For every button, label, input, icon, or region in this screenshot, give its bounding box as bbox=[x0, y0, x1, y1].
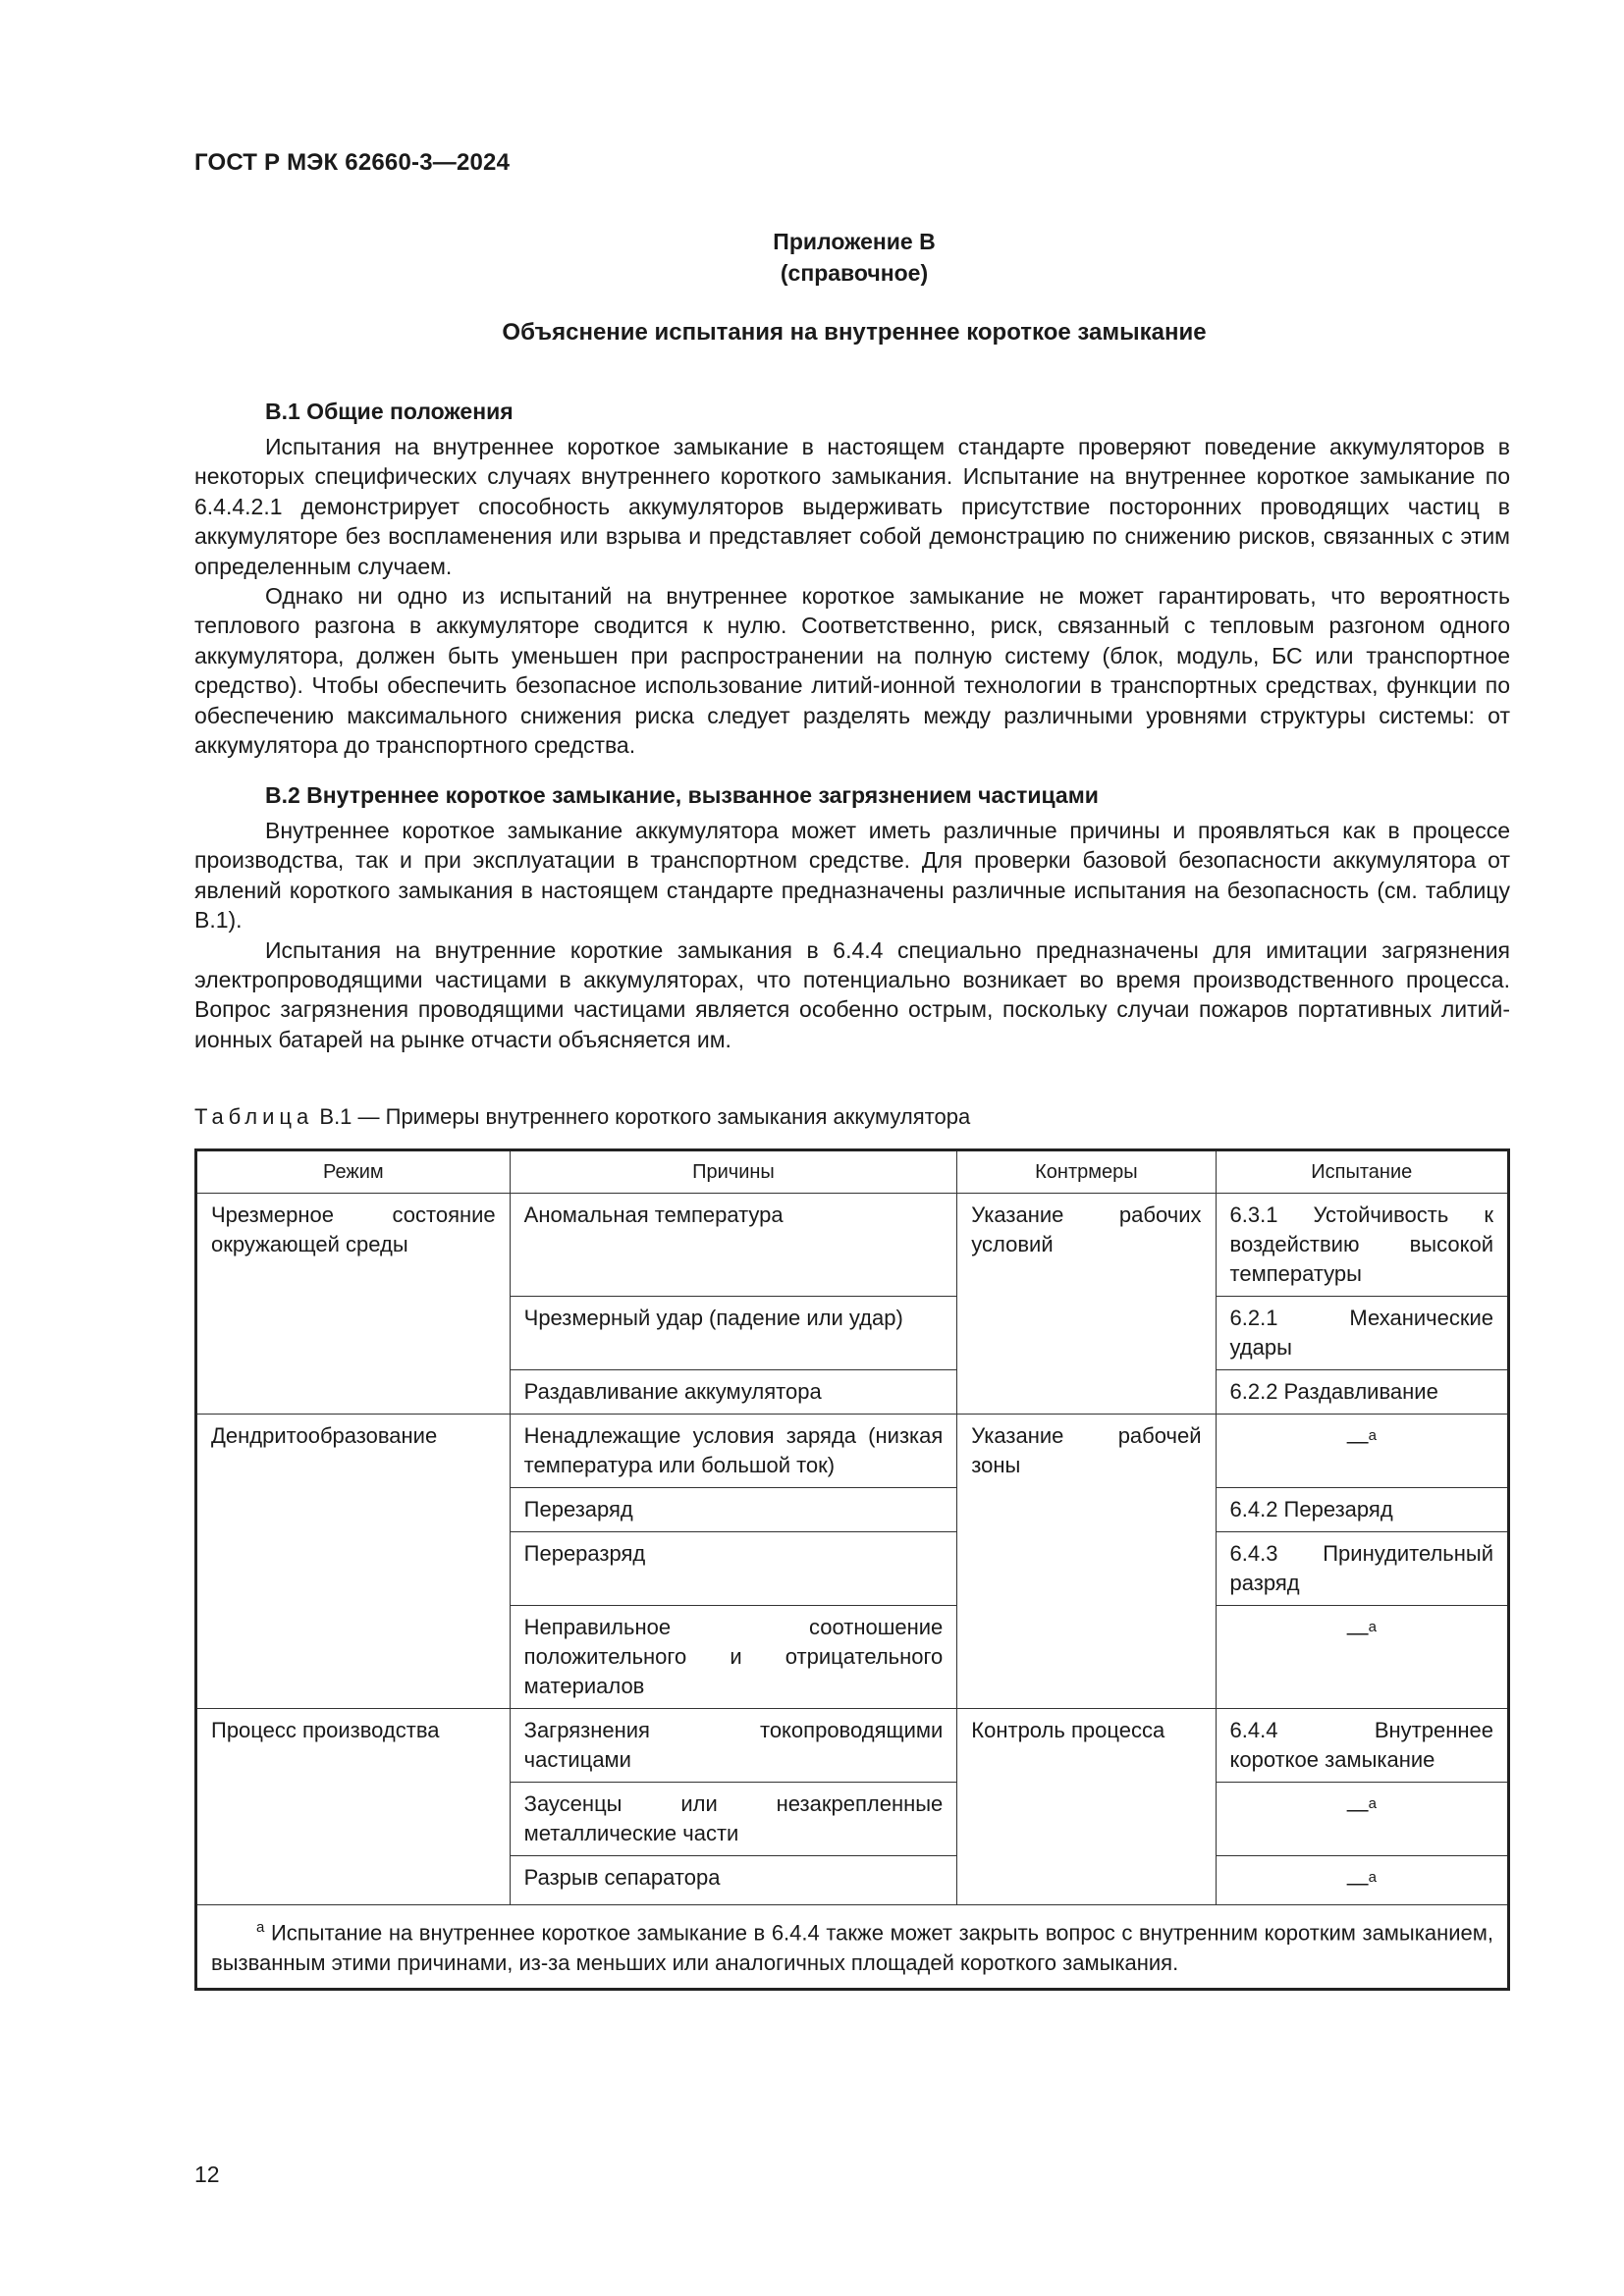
footnote-ref: a bbox=[1368, 1427, 1377, 1444]
cause-cell: Переразряд bbox=[510, 1532, 957, 1606]
short-circuit-table bbox=[194, 1148, 1510, 1991]
annex-title-block bbox=[0, 226, 1624, 289]
table-caption-word: Таблица bbox=[194, 1104, 314, 1129]
table-caption bbox=[194, 1104, 970, 1130]
footnote-ref: a bbox=[1368, 1869, 1377, 1886]
test-dash: — bbox=[1346, 1620, 1369, 1645]
section-b2-heading: В.2 Внутреннее короткое замыкание, вызванное загрязнением частицами bbox=[265, 782, 1099, 808]
mode-cell: Процесс производства bbox=[196, 1709, 511, 1905]
test-cell: 6.4.2 Перезаряд bbox=[1216, 1488, 1508, 1532]
footnote-ref: a bbox=[1368, 1795, 1377, 1812]
cause-cell: Ненадлежащие условия заряда (низкая температура или большой ток) bbox=[510, 1415, 957, 1488]
annex-type: (справочное) bbox=[780, 260, 929, 286]
test-cell bbox=[1216, 1415, 1508, 1488]
column-header: Контрмеры bbox=[957, 1150, 1216, 1194]
section-b1-heading: В.1 Общие положения bbox=[265, 399, 514, 424]
document-id: ГОСТ Р МЭК 62660-3—2024 bbox=[194, 149, 511, 176]
countermeasure-cell: Контроль процесса bbox=[957, 1709, 1216, 1905]
mode-cell: Дендритообразование bbox=[196, 1415, 511, 1709]
test-cell bbox=[1216, 1606, 1508, 1709]
table-footnote-row bbox=[196, 1905, 1509, 1989]
paragraph: Испытания на внутренние короткие замыкания в 6.4.4 специально предназначены для имитации загрязнения электропроводящими частицами в аккумуляторах, что потенциально возникает во время производственного процесса. Вопрос загрязнения проводящими частицами является особенно острым, поскольку случаи пожаров портативных литий-ионных батарей на рынке отчасти объясняется им. bbox=[194, 936, 1510, 1052]
cause-cell: Загрязнения токопроводящими частицами bbox=[510, 1709, 957, 1783]
table-row bbox=[196, 1709, 1509, 1783]
test-cell: 6.2.1 Механические удары bbox=[1216, 1297, 1508, 1370]
column-header: Испытание bbox=[1216, 1150, 1508, 1194]
cause-cell: Чрезмерный удар (падение или удар) bbox=[510, 1297, 957, 1370]
column-header: Причины bbox=[510, 1150, 957, 1194]
countermeasure-cell: Указание рабочей зоны bbox=[957, 1415, 1216, 1709]
test-cell bbox=[1216, 1783, 1508, 1856]
test-cell: 6.4.3 Принудительный разряд bbox=[1216, 1532, 1508, 1606]
page-number: 12 bbox=[194, 2162, 220, 2187]
footnote-mark: a bbox=[256, 1919, 265, 1937]
table-row bbox=[196, 1194, 1509, 1297]
cause-cell: Разрыв сепаратора bbox=[510, 1856, 957, 1905]
annex-title: Приложение В bbox=[773, 229, 936, 254]
test-dash: — bbox=[1346, 1870, 1369, 1896]
cause-cell: Заусенцы или незакрепленные металлические части bbox=[510, 1783, 957, 1856]
cause-cell: Раздавливание аккумулятора bbox=[510, 1370, 957, 1415]
test-cell: 6.4.4 Внутреннее короткое замыкание bbox=[1216, 1709, 1508, 1783]
test-dash: — bbox=[1346, 1796, 1369, 1822]
paragraph: Испытания на внутреннее короткое замыкание в настоящем стандарте проверяют поведение аккумуляторов в некоторых специфических случаях внутреннего короткого замыкания. Испытание на внутреннее короткое замыкание по 6.4.4.2.1 демонстрирует способность аккумуляторов выдерживать присутствие посторонних проводящих частиц в аккумуляторе без воспламенения или взрыва и представляет собой демонстрацию по снижению рисков, связанных с этим определенным случаем. bbox=[194, 434, 1510, 579]
cause-cell: Перезаряд bbox=[510, 1488, 957, 1532]
test-cell: 6.2.2 Раздавливание bbox=[1216, 1370, 1508, 1415]
footnote-ref: a bbox=[1368, 1619, 1377, 1635]
paragraph: Внутреннее короткое замыкание аккумулятора может иметь различные причины и проявляться как в процессе производства, так и при эксплуатации в транспортном средстве. Для проверки базовой безопасности аккумулятора от явлений короткого замыкания в настоящем стандарте предназначены различные испытания на безопасность (см. таблицу В.1). bbox=[194, 818, 1510, 934]
section-b1 bbox=[194, 397, 1510, 760]
section-b2 bbox=[194, 780, 1510, 1054]
table-caption-text: В.1 — Примеры внутреннего короткого замыкания аккумулятора bbox=[319, 1104, 971, 1129]
countermeasure-cell: Указание рабочих условий bbox=[957, 1194, 1216, 1415]
column-header: Режим bbox=[196, 1150, 511, 1194]
footnote-text: Испытание на внутреннее короткое замыкание в 6.4.4 также может закрыть вопрос с внутренним коротким замыканием, вызванным этими причинами, из-за меньших или аналогичных площадей короткого замыкания. bbox=[211, 1920, 1493, 1975]
mode-cell: Чрезмерное состояние окружающей среды bbox=[196, 1194, 511, 1415]
annex-heading: Объяснение испытания на внутреннее короткое замыкание bbox=[502, 319, 1207, 346]
test-dash: — bbox=[1346, 1428, 1369, 1454]
table-header-row bbox=[196, 1150, 1509, 1194]
paragraph: Однако ни одно из испытаний на внутреннее короткое замыкание не может гарантировать, что вероятность теплового разгона в аккумуляторе сводится к нулю. Соответственно, риск, связанный с тепловым разгоном одного аккумулятора, должен быть уменьшен при распространении на полную систему (блок, модуль, БС или транспортное средство). Чтобы обеспечить безопасное использование литий-ионной технологии в транспортных средствах, функции по обеспечению максимального снижения риска следует разделять между различными уровнями структуры системы: от аккумулятора до транспортного средства. bbox=[194, 583, 1510, 759]
cause-cell: Неправильное соотношение положительного и отрицательного материалов bbox=[510, 1606, 957, 1709]
table-footnote bbox=[196, 1905, 1509, 1989]
test-cell: 6.3.1 Устойчивость к воздействию высокой температуры bbox=[1216, 1194, 1508, 1297]
table-row bbox=[196, 1415, 1509, 1488]
test-cell bbox=[1216, 1856, 1508, 1905]
cause-cell: Аномальная температура bbox=[510, 1194, 957, 1297]
